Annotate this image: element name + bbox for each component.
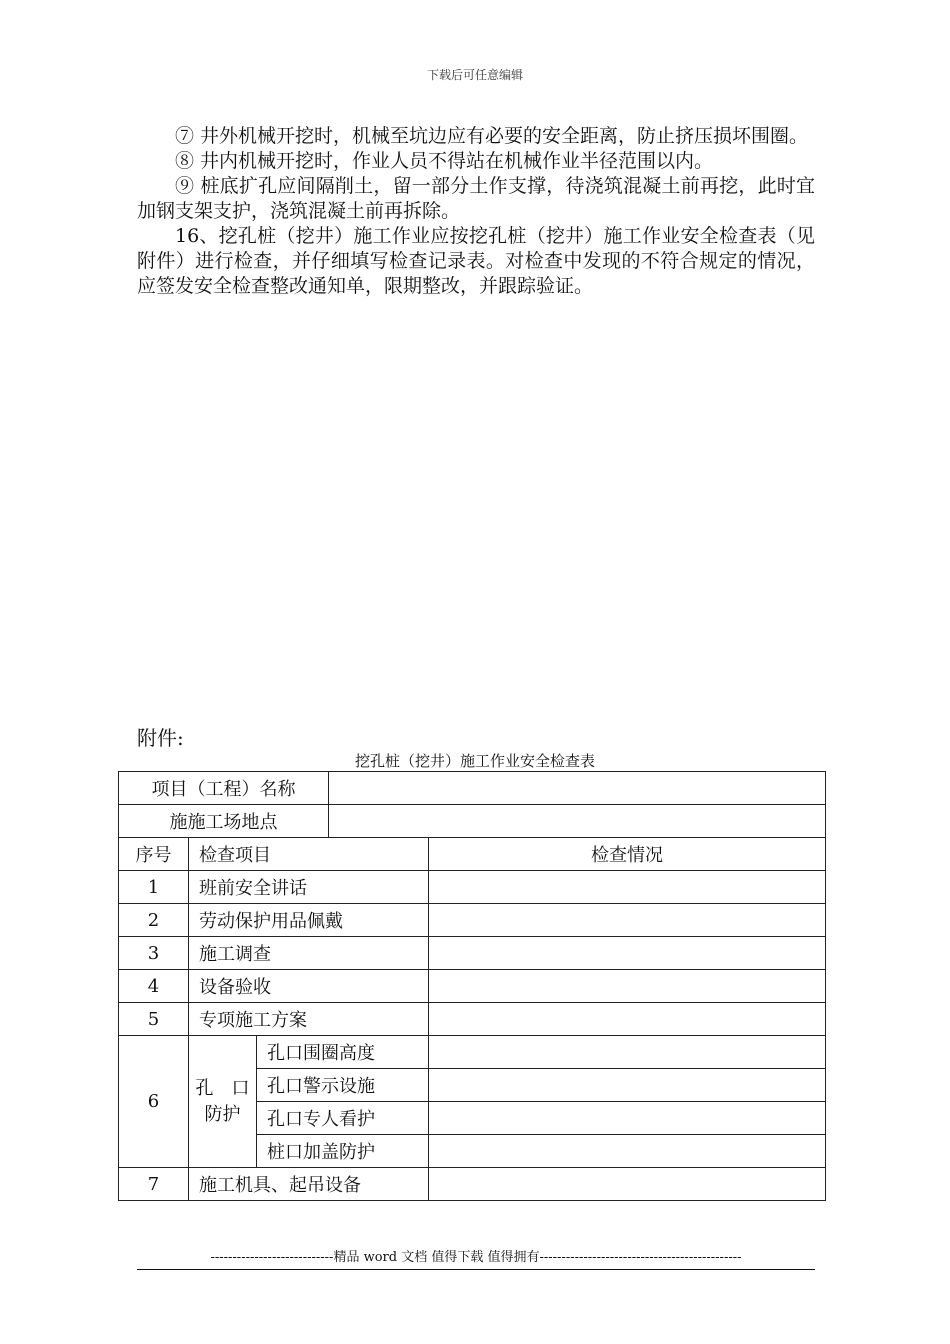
row-status[interactable] [429, 1036, 826, 1069]
subitem: 孔口围圈高度 [257, 1036, 429, 1069]
site-value[interactable] [329, 805, 826, 838]
subitem: 孔口警示设施 [257, 1069, 429, 1102]
row-item: 班前安全讲话 [189, 871, 429, 904]
table-row [119, 937, 826, 970]
row-item: 设备验收 [189, 970, 429, 1003]
row-item: 施工调查 [189, 937, 429, 970]
row-item: 专项施工方案 [189, 1003, 429, 1036]
attachment-label: 附件: [137, 726, 184, 750]
group-label [189, 1036, 257, 1168]
paragraph-7: ⑦ 井外机械开挖时，机械至坑边应有必要的安全距离，防止挤压损坏围圈。 [175, 125, 809, 147]
group-label-line1: 孔 口 [195, 1077, 250, 1099]
table-header-row [119, 838, 826, 871]
paragraph-9: ⑨ 桩底扩孔应间隔削土，留一部分土作支撑，待浇筑混凝土前再挖，此时宜加钢支架支护，浇筑混凝土前再拆除。 [137, 175, 815, 222]
group-seq: 6 [119, 1036, 189, 1168]
project-name-value[interactable] [329, 772, 826, 805]
table-row [119, 1168, 826, 1201]
page-footer: ----------------------------精品 word 文档 值得下载 值得拥有---------------------------------------------- [137, 1246, 815, 1270]
row-seq: 3 [119, 937, 189, 970]
row-status[interactable] [429, 1168, 826, 1201]
row-item: 劳动保护用品佩戴 [189, 904, 429, 937]
col-seq-header: 序号 [119, 838, 189, 871]
row-status[interactable] [429, 1069, 826, 1102]
row-status[interactable] [429, 937, 826, 970]
table-row [119, 772, 826, 805]
subitem: 孔口专人看护 [257, 1102, 429, 1135]
row-status[interactable] [429, 1102, 826, 1135]
body-text [137, 124, 815, 299]
table-row [119, 904, 826, 937]
site-label: 施施工场地点 [119, 805, 329, 838]
row-seq: 7 [119, 1168, 189, 1201]
row-status[interactable] [429, 970, 826, 1003]
row-status[interactable] [429, 904, 826, 937]
row-status[interactable] [429, 871, 826, 904]
row-status[interactable] [429, 1003, 826, 1036]
col-status-header: 检查情况 [429, 838, 826, 871]
row-item: 施工机具、起吊设备 [189, 1168, 429, 1201]
row-seq: 2 [119, 904, 189, 937]
table-row [119, 805, 826, 838]
table-title: 挖孔桩（挖井）施工作业安全检查表 [354, 752, 595, 770]
row-status[interactable] [429, 1135, 826, 1168]
table-row [119, 1036, 826, 1069]
table-row [119, 871, 826, 904]
subitem: 桩口加盖防护 [257, 1135, 429, 1168]
table-row [119, 970, 826, 1003]
row-seq: 5 [119, 1003, 189, 1036]
paragraph-8: ⑧ 井内机械开挖时，作业人员不得站在机械作业半径范围以内。 [175, 150, 714, 172]
row-seq: 1 [119, 871, 189, 904]
page-header: 下载后可任意编辑 [426, 68, 523, 82]
safety-check-table [118, 771, 826, 1201]
group-label-line2: 防护 [204, 1103, 241, 1125]
project-name-label: 项目（工程）名称 [119, 772, 329, 805]
paragraph-16: 16、挖孔桩（挖井）施工作业应按挖孔桩（挖井）施工作业安全检查表（见附件）进行检查，并仔细填写检查记录表。对检查中发现的不符合规定的情况，应签发安全检查整改通知单，限期整改，并跟踪验证。 [137, 225, 815, 297]
table-row [119, 1003, 826, 1036]
row-seq: 4 [119, 970, 189, 1003]
col-item-header: 检查项目 [189, 838, 429, 871]
